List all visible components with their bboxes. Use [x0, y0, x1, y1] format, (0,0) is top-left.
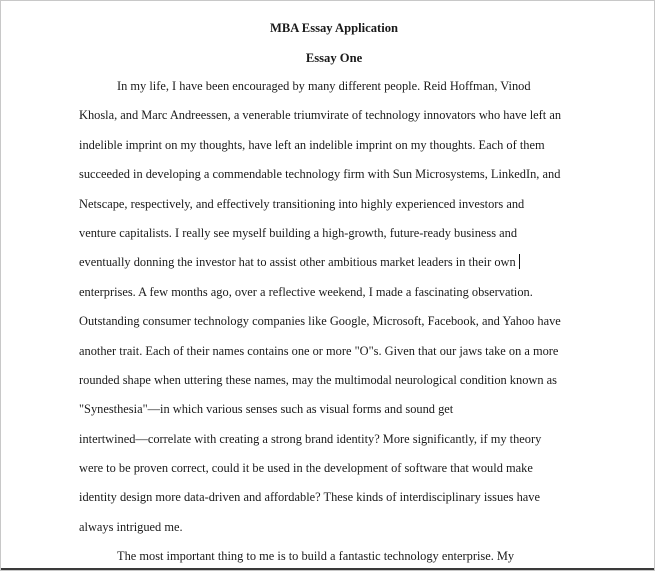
text-line: Khosla, and Marc Andreessen, a venerable triumvirate of technology innovators who have left an: [79, 108, 562, 123]
text-line-with-cursor: [79, 251, 589, 280]
paragraph-1: [79, 75, 589, 545]
text-line: intertwined—correlate with creating a strong brand identity? More significantly, if my theory: [79, 431, 542, 446]
document-page[interactable]: [79, 17, 589, 571]
bottom-border: [1, 568, 654, 570]
text-line: rounded shape when uttering these names, may the multimodal neurological condition known as: [79, 372, 557, 387]
text-line: enterprises. A few months ago, over a reflective weekend, I made a fascinating observation.: [79, 284, 533, 299]
text-line: venture capitalists. I really see myself building a high-growth, future-ready business and: [79, 225, 518, 240]
text-line: succeeded in developing a commendable technology firm with Sun Microsystems, LinkedIn, and: [79, 167, 561, 182]
text-line: eventually donning the investor hat to assist other ambitious market leaders in their own: [79, 255, 516, 270]
text-line: Outstanding consumer technology companies like Google, Microsoft, Facebook, and Yahoo have: [79, 314, 561, 329]
text-line: were to be proven correct, could it be used in the development of software that would make: [79, 461, 533, 476]
text-line: another trait. Each of their names contains one or more "O"s. Given that our jaws take on a more: [79, 343, 559, 358]
text-cursor: [519, 254, 520, 269]
essay-heading: Essay One: [305, 51, 363, 65]
text-line: In my life, I have been encouraged by many different people. Reid Hoffman, Vinod: [117, 79, 531, 93]
text-line: always intrigued me.: [79, 519, 183, 534]
text-line: identity design more data-driven and affordable? These kinds of interdisciplinary issues have: [79, 490, 540, 505]
text-line: Netscape, respectively, and effectively transitioning into highly experienced investors and: [79, 196, 525, 211]
text-line: The most important thing to me is to build a fantastic technology enterprise. My: [117, 549, 515, 564]
text-line: indelible imprint on my thoughts, have left an indelible imprint on my thoughts. Each of them: [79, 137, 545, 152]
document-title: MBA Essay Application: [269, 21, 399, 35]
text-line: "Synesthesia"—in which various senses such as visual forms and sound get: [79, 402, 454, 417]
